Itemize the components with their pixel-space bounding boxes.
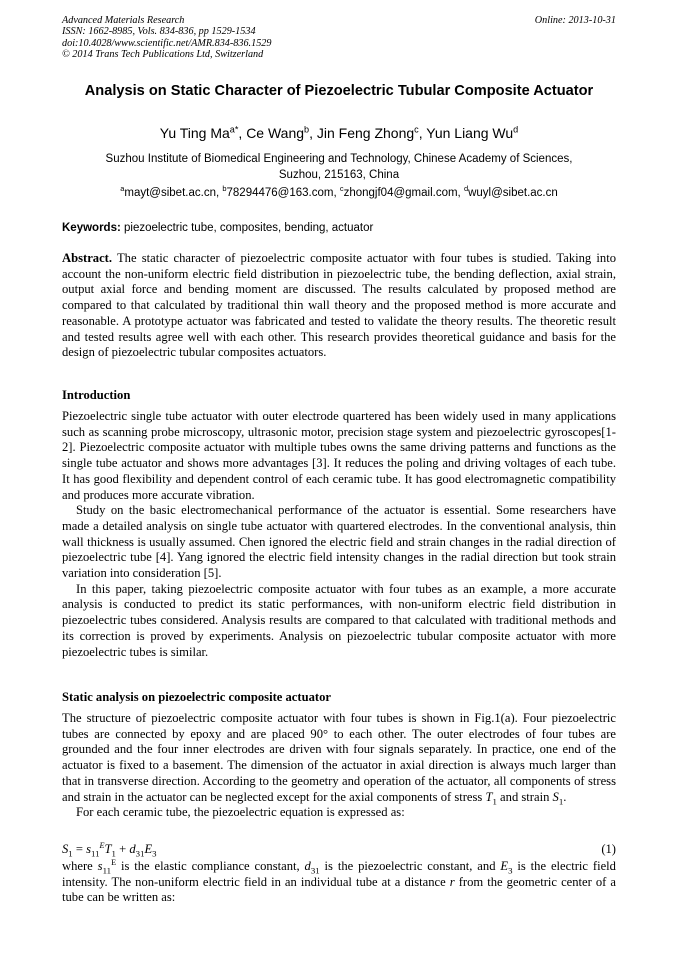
keywords-label: Keywords: <box>62 222 121 234</box>
paragraph: Study on the basic electromechanical performance of the actuator is essential. Some researchers have made a detailed analysis on single tube actuator with quartered electrodes. In the conventional analysis, thin wall thickness is usually assumed. Chen ignored the electric field and strain changes in the radial direction of piezoelectric tube [4]. Yang ignored the electric field intensity changes in the radial direction but took strain variation into consideration [5]. <box>62 503 616 581</box>
author: Jin Feng Zhong$^c$, <box>316 124 427 141</box>
keywords <box>62 222 616 234</box>
keywords-text: piezoelectric tube, composites, bending, actuator <box>120 222 374 234</box>
paragraph: Piezoelectric single tube actuator with outer electrode quartered has been widely used in many applications such as scanning probe microscopy, ultrasonic motor, precision stage system and piezoelectric gyroscopes[1-2]. Piezoelectric composite actuator with multiple tubes owns the same driving patterns and functions as the single tube actuator and shows more advantages [3]. It reduces the poling and driving voltages of each tube. It has good flexibility and dependent control of each ceramic tube. It has good electromagnetic compatibility and produces more accurate vibration. <box>62 409 616 502</box>
journal-header <box>62 15 616 61</box>
affiliation <box>62 151 616 183</box>
email[interactable]: $^d$wuyl@sibet.ac.cn <box>463 184 558 199</box>
author: Ce Wang$^b$, <box>246 124 317 141</box>
affiliation-line: Suzhou Institute of Biomedical Engineering and Technology, Chinese Academy of Sciences, <box>105 153 573 165</box>
where-paragraph: where $s_{11}^E$ is the elastic compliance constant, $d_{31}$ is the piezoelectric constant, and $E_3$ is the electric field intensity. The non-uniform electric field in an individual tube at a distance r from the geometric center of a tube can be written as: <box>62 857 616 905</box>
section-heading-static-analysis: Static analysis on piezoelectric composite actuator <box>62 690 331 704</box>
affiliation-line: Suzhou, 215163, China <box>278 169 400 181</box>
paragraph: In this paper, taking piezoelectric composite actuator with four tubes as an example, a more accurate analysis is conducted to predict its static performances, with non-uniform electric field distribution in piezoelectric tubes considered. Analysis results are compared to that calculated with traditional methods and its correction is proved by experiments. Analysis on piezoelectric tubular composite actuator with more piezoelectric tubes is similar. <box>62 581 616 659</box>
email-list <box>62 184 616 199</box>
author: Yun Liang Wu$^d$ <box>426 124 519 141</box>
author: Yu Ting $Ma^{a*}$, <box>159 124 247 141</box>
abstract <box>62 251 616 361</box>
static-analysis-body <box>62 711 616 821</box>
journal-name: Advanced Materials Research <box>62 15 185 26</box>
email[interactable]: $^a$mayt@sibet.ac.cn, <box>120 184 223 199</box>
doi-line: doi:10.4028/www.scientific.net/AMR.834-836.1529 <box>62 37 272 49</box>
section-heading-introduction: Introduction <box>62 388 131 402</box>
paragraph: For each ceramic tube, the piezoelectric equation is expressed as: <box>76 805 405 820</box>
introduction-body <box>62 409 616 660</box>
equation-number: (1) <box>601 842 616 856</box>
issn-line: ISSN: 1662-8985, Vols. 834-836, pp 1529-1534 <box>62 26 256 38</box>
equation-expression: $S_1 = s_{11}^ET_1 + d_{31}E_3$ <box>62 840 157 859</box>
abstract-text: The static character of piezoelectric composite actuator with four tubes is studied. Taking into account the non-uniform electric field distribution in piezoelectric tube, the bending deflection, axial strain, output axial force and bending moment are discussed. The results calculated by proposed method are compared to that calculated by traditional thin wall theory and the proposed method is more accurate and reasonable. A prototype actuator was fabricated and tested to validate the theory results. The theoretic result and tested results agree well with each other. This research provides theoretical guidance and basis for the design of piezoelectric tubular composites actuators. <box>62 251 616 360</box>
paper-title: Analysis on Static Character of Piezoelectric Tubular Composite Actuator <box>84 83 594 99</box>
author-list <box>62 125 616 141</box>
abstract-label: Abstract. <box>62 251 113 265</box>
paragraph: The structure of piezoelectric composite actuator with four tubes is shown in Fig.1(a). Four piezoelectric tubes are connected by epoxy and are placed 90° to each other. The outer electrodes of four tubes are grounded and the four inner electrodes are driven with four signals separately. In practice, one end of the actuator is fixed to a basement. The dimension of the actuator in axial direction is always much larger than that in transverse direction. According to the geometry and operation of the actuator, all components of stress and strain in the actuator can be neglected except for the axial components of stress $T_1$ and strain $S_1$. <box>62 711 616 807</box>
online-date: Online: 2013-10-31 <box>534 15 616 26</box>
email[interactable]: $^c$zhongjf04@gmail.com, <box>339 184 464 199</box>
email[interactable]: $^b$78294476@163.com, <box>222 184 340 199</box>
copyright-line: © 2014 Trans Tech Publications Ltd, Switzerland <box>62 49 264 61</box>
equation-1 <box>62 842 616 857</box>
